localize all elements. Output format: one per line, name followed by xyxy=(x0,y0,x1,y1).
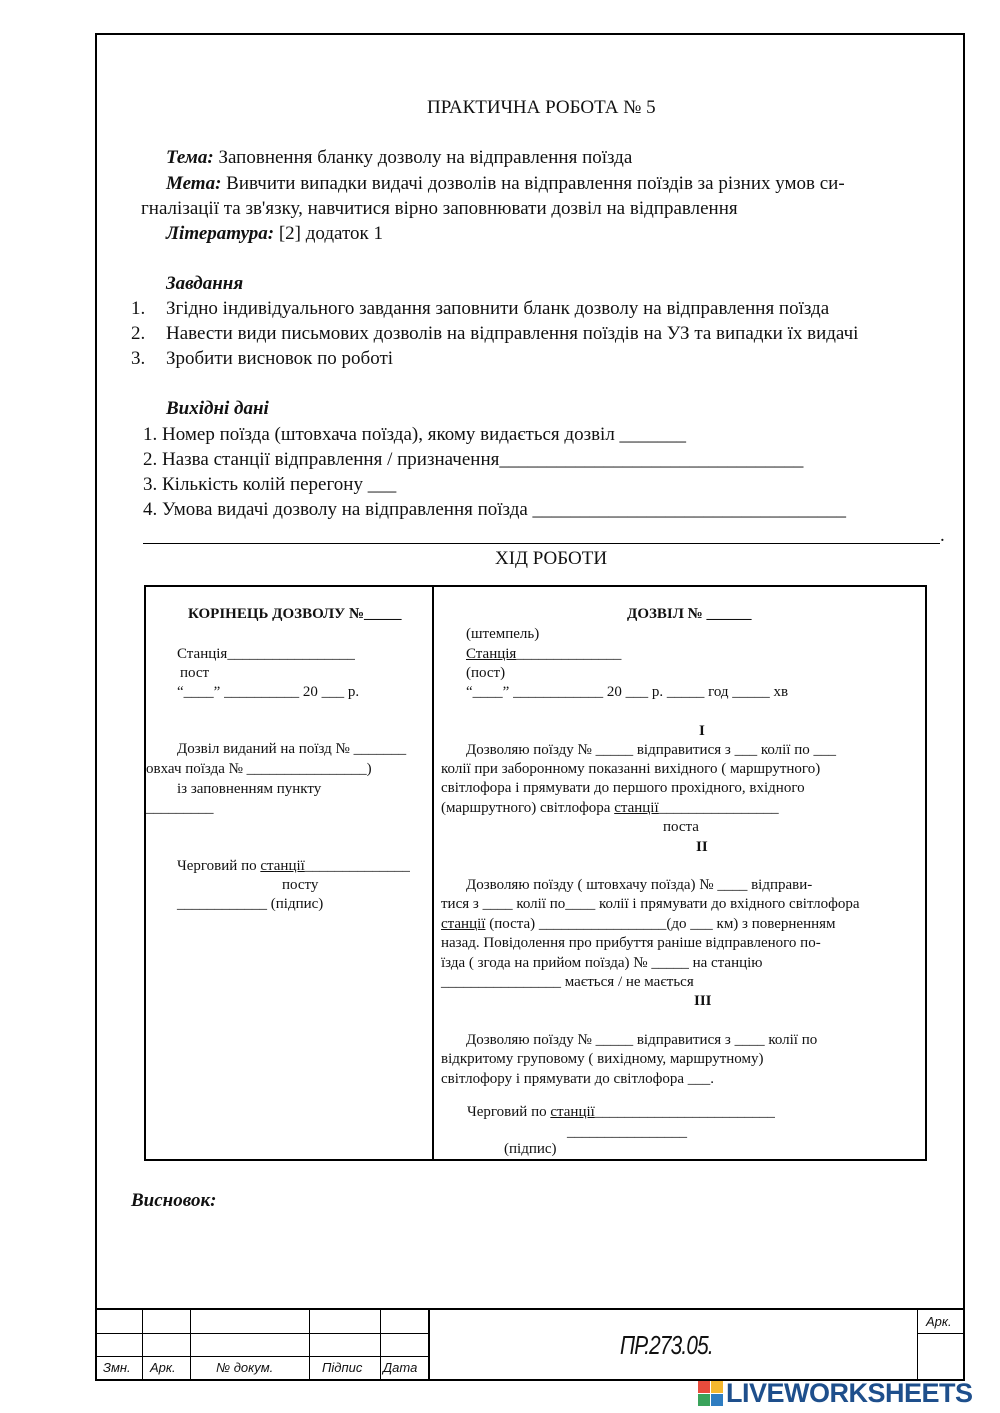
permit-duty-station: станції xyxy=(550,1104,595,1120)
section-1-number: I xyxy=(699,723,705,739)
stub-post: пост xyxy=(180,665,210,681)
task-text-2: Навести види письмових дозволів на відправлення поїздів на УЗ та випадки їх видачі xyxy=(166,323,859,344)
literature-line xyxy=(166,223,383,245)
meta-text-2: гналізації та зв'язку, навчитися вірно заповнювати дозвіл на відправлення xyxy=(141,198,738,219)
section-1-line-3: світлофора і прямувати до першого прохідного, вхідного xyxy=(441,780,805,796)
section-2-number: II xyxy=(696,839,708,855)
stub-duty-line: ______________ xyxy=(304,858,410,874)
title-block-col-3 xyxy=(309,1308,310,1381)
title-block-row-1 xyxy=(95,1333,428,1334)
task-text-3: Зробити висновок по роботі xyxy=(166,348,394,369)
section-3-line-3: світлофору і прямувати до світлофора ___. xyxy=(441,1071,715,1087)
section-2-station: станції xyxy=(441,916,486,932)
title-block-col-1 xyxy=(142,1308,143,1381)
stub-issued: Дозвіл виданий на поїзд № _______ xyxy=(177,741,407,757)
stub-date: “____” __________ 20 ___ р. xyxy=(177,684,360,700)
section-3-line-1: Дозволяю поїзду № _____ відправитися з ____ колії по xyxy=(466,1032,818,1048)
liveworksheets-text: LIVEWORKSHEETS xyxy=(726,1378,973,1408)
condition-continuation-line xyxy=(143,543,940,544)
permit-stamp: (штемпель) xyxy=(466,626,540,642)
permit-duty-line: ________________________ xyxy=(594,1104,775,1120)
meta-line xyxy=(166,173,845,195)
stub-duty-prefix: Черговий по xyxy=(177,858,261,874)
tema-label: Тема: xyxy=(166,147,214,168)
permit-post: (пост) xyxy=(466,665,506,681)
stub-duty-station: станції xyxy=(260,858,305,874)
progress-heading: ХІД РОБОТИ xyxy=(495,548,608,569)
input-item-2: 2. Назва станції відправлення / призначення________________________________ xyxy=(143,449,804,470)
section-1-line-4 xyxy=(441,800,779,817)
stub-signature: ____________ (підпис) xyxy=(177,896,324,912)
permit-date: “____” ____________ 20 ___ р. _____ год _____ хв xyxy=(466,684,789,700)
section-2-line-4: назад. Повідолення про прибуття раніше відправленого по- xyxy=(441,935,821,951)
literature-text: [2] додаток 1 xyxy=(274,223,384,244)
title-block-row-2 xyxy=(95,1356,428,1357)
tema-text: Заповнення бланку дозволу на відправлення поїзда xyxy=(213,147,633,168)
document-code: ПР.273.05. xyxy=(620,1330,713,1360)
stub-pusher: овхач поїзда № ________________) xyxy=(146,761,372,777)
col-label-ark: Арк. xyxy=(150,1360,176,1375)
input-item-1: 1. Номер поїзда (штовхача поїзда), якому видається дозвіл _______ xyxy=(143,424,687,445)
task-num-3: 3. xyxy=(131,348,146,369)
page-title: ПРАКТИЧНА РОБОТА № 5 xyxy=(427,97,656,118)
input-item-4: 4. Умова видачі дозволу на відправлення поїзда _________________________________ xyxy=(143,499,847,520)
task-num-2: 2. xyxy=(131,323,146,344)
permit-station-line: ______________ xyxy=(516,646,622,662)
form-divider xyxy=(432,585,434,1161)
input-data-heading: Вихідні дані xyxy=(166,398,269,419)
stub-duty-post: посту xyxy=(282,877,319,893)
section-1-station: станції xyxy=(614,800,659,816)
literature-label: Література: xyxy=(166,223,275,244)
meta-text-1: Вивчити випадки видачі дозволів на відправлення поїздів за різних умов си- xyxy=(221,173,845,194)
stub-filled-line: _________ xyxy=(146,800,214,816)
conclusion-label: Висновок: xyxy=(131,1190,217,1211)
section-1-line-5: поста xyxy=(663,819,699,835)
title-block-col-ark xyxy=(917,1308,918,1381)
stub-station: Станція_________________ xyxy=(177,646,355,662)
permit-station xyxy=(466,646,621,663)
section-2-line-3-text: (поста) _________________(до ___ км) з поверненням xyxy=(485,916,836,932)
tema-line xyxy=(166,147,632,169)
input-item-3: 3. Кількість колій перегону ___ xyxy=(143,474,397,495)
section-1-station-line: ________________ xyxy=(658,800,779,816)
title-block-ark-divider xyxy=(917,1333,965,1334)
meta-label: Мета: xyxy=(166,173,222,194)
stub-duty xyxy=(177,858,410,875)
permit-duty xyxy=(467,1104,775,1121)
section-2-line-6: ________________ мається / не мається xyxy=(441,974,694,990)
condition-line-end: . xyxy=(940,525,945,546)
task-text-1: Згідно індивідуального завдання заповнити бланк дозволу на відправлення поїзда xyxy=(166,298,830,319)
permit-station-label: Станція xyxy=(466,646,517,662)
section-1-line-2: колії при заборонному показанні вихідного ( маршрутного) xyxy=(441,761,821,777)
col-label-zmn: Змн. xyxy=(103,1360,131,1375)
section-1-line-1: Дозволяю поїзду № _____ відправитися з ___ колії по ___ xyxy=(466,742,836,758)
liveworksheets-logo-icon xyxy=(698,1381,723,1406)
title-block-ark: Арк. xyxy=(926,1314,952,1329)
title-block-col-5 xyxy=(428,1308,430,1381)
col-label-date: Дата xyxy=(383,1360,418,1375)
section-1-line-4-text: (маршрутного) світлофора xyxy=(441,800,615,816)
section-2-line-5: їзда ( згода на прийом поїзда) № _____ на станцію xyxy=(441,955,763,971)
stub-filled: із заповненням пункту xyxy=(177,781,322,797)
section-2-line-1: Дозволяю поїзду ( штовхачу поїзда) № ____ відправи- xyxy=(466,877,813,893)
permit-signature: (підпис) xyxy=(504,1141,557,1157)
task-num-1: 1. xyxy=(131,298,146,319)
col-label-doc: № докум. xyxy=(216,1360,274,1375)
stub-title: КОРІНЕЦЬ ДОЗВОЛУ №_____ xyxy=(188,606,402,622)
title-block-col-4 xyxy=(380,1308,381,1381)
permit-signature-line: ________________ xyxy=(567,1124,687,1140)
liveworksheets-watermark xyxy=(698,1378,973,1409)
permit-duty-prefix: Черговий по xyxy=(467,1104,551,1120)
section-3-number: III xyxy=(694,993,712,1009)
title-block-top xyxy=(95,1308,965,1310)
tasks-heading: Завдання xyxy=(166,273,244,294)
permit-title: ДОЗВІЛ № ______ xyxy=(627,606,752,622)
section-2-line-2: тися з ____ колії по____ колії і прямувати до вхідного світлофора xyxy=(441,896,860,912)
section-3-line-2: відкритому груповому ( вихідному, маршрутному) xyxy=(441,1051,764,1067)
title-block-col-2 xyxy=(190,1308,191,1381)
col-label-signature: Підпис xyxy=(322,1360,363,1375)
section-2-line-3 xyxy=(441,916,836,933)
